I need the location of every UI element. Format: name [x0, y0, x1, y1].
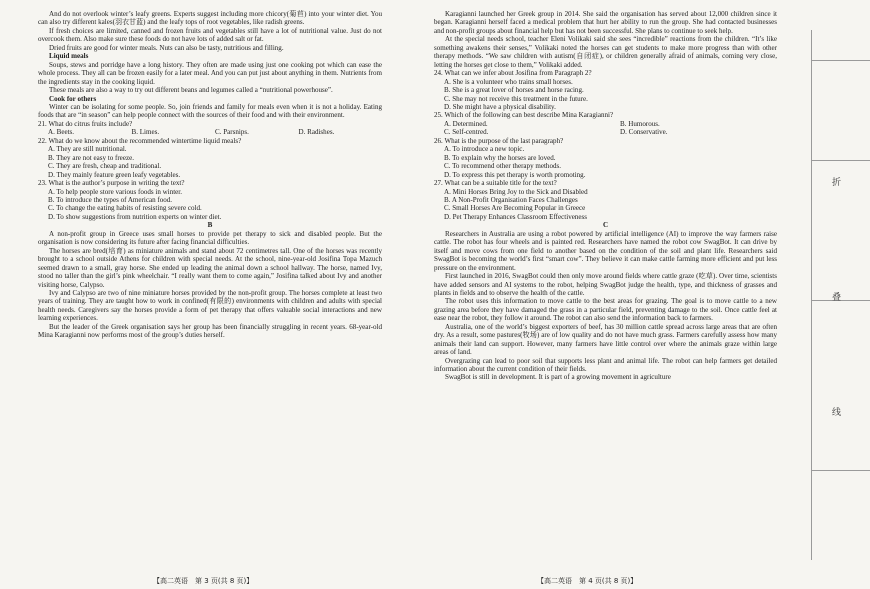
paragraph: First launched in 2016, SwagBot could then only move around fields where cattle graze (吃草). Over time, scientists have added sensors and AI systems to the robot, helping SwagBot judge the health, type, and thickness of grasses and plants in fields and to observe the health of the cattle.: [434, 272, 777, 297]
right-column: [434, 10, 777, 382]
answer-option: B. Humorous.: [620, 119, 660, 128]
answer-option: B. Limes.: [131, 128, 160, 137]
answer-option: A. They are still nutritional.: [48, 145, 127, 154]
answer-option: C. Small Horses Are Becoming Popular in Greece: [444, 204, 586, 213]
answer-option: A. To help people store various foods in winter.: [48, 187, 183, 196]
paragraph: Karagianni launched her Greek group in 2014. She said the organisation has served about 12,000 children since it began. Karagianni herself faced a medical problem that hurt her ability to run the group. She had contacted businesses and non-profit groups about financial help but has not been successful. She plans to continue to seek help.: [434, 10, 777, 35]
answer-option: B. To explain why the horses are loved.: [444, 153, 556, 162]
answer-option: D. To express this pet therapy is worth promoting.: [444, 170, 586, 179]
question: 26. What is the purpose of the last paragraph?: [434, 136, 564, 145]
paragraph: Australia, one of the world’s biggest exporters of beef, has 30 million cattle spread across large areas that are often dry. As a result, some pastures(牧场) are of low quality and do not have much grass. Farmers carefully assess how many animals their land can support. However, many farmers have little control over where the animals graze within large areas of land.: [434, 322, 777, 357]
answer-option: C. To change the eating habits of resisting severe cold.: [48, 204, 202, 213]
paragraph: Winter can be isolating for some people. So, join friends and family for meals even when it is not a holiday. Eating foods that are “in season” can help people connect with the sources of their food and with their environment.: [38, 102, 382, 120]
answer-option: A. To introduce a new topic.: [444, 145, 525, 154]
fold-tick: [812, 470, 870, 471]
answer-option: C. She may not receive this treatment in the future.: [444, 94, 588, 103]
answer-option: D. To show suggestions from nutrition experts on winter diet.: [48, 212, 222, 221]
answer-options-row: [434, 128, 777, 136]
paragraph: If fresh choices are limited, canned and frozen fruits and vegetables still have a lot of nutritional value. Just do not overcook them. Also make sure these foods do not have lots of added salt or fat.: [38, 26, 382, 44]
paragraph: Overgrazing can lead to poor soil that supports less plant and animal life. The robot can help farmers get detailed information about the current condition of their fields.: [434, 356, 777, 374]
question: 21. What do citrus fruits include?: [38, 119, 133, 128]
section-heading: [38, 95, 382, 103]
question: 23. What is the author’s purpose in writing the text?: [38, 179, 185, 188]
left-column: [38, 10, 382, 340]
answer-option: C. They are fresh, cheap and traditional.: [48, 162, 162, 171]
answer-option: A. Mini Horses Bring Joy to the Sick and Disabled: [444, 187, 588, 196]
section-heading-text: Liquid meals: [49, 52, 89, 61]
paragraph: But the leader of the Greek organisation says her group has been financially struggling in recent years. 68-year-old Mina Karagianni now performs most of the group’s duties herself.: [38, 322, 382, 340]
fold-tick: [812, 60, 870, 61]
fold-line: [811, 30, 812, 560]
paragraph: The robot uses this information to move cattle to the best areas for grazing. The goal is to move cattle to a new grazing area before they have damaged the grass in a particular field, preventing damage to the soil. Once cattle feel at ease near the robot, they follow it around. The robot can also send the information back to farmers.: [434, 297, 777, 323]
answer-option: D. Radishes.: [298, 128, 335, 137]
paragraph: At the special needs school, teacher Eleni Volikaki said she sees “incredible” reactions from the children. “It’s like something awakens their senses,” Volikaki noted the horses can get students to make more progress than with other therapy methods. “We saw children with autism(自闭症), or children generally afraid of animals, coming very close, letting the horses get close to them,” Volikaki added.: [434, 35, 777, 69]
paragraph: Researchers in Australia are using a robot powered by artificial intelligence (AI) to improve the way farmers raise cattle. The robot has four wheels and is painted red. Researchers have named the robot cow SwagBot. It can drive by itself and move cows from one field to another based on the condition of the soil and plant life. Researchers said SwagBot is becoming the world’s first “smart cow”. They believe it can make cattle farming more efficient and put less pressure on the environment.: [434, 229, 777, 272]
fold-tick: [812, 160, 870, 161]
answer-option: D. Pet Therapy Enhances Classroom Effectiveness: [444, 212, 587, 221]
page-footer-left: 【高二英语 第 3 页(共 8 页)】: [153, 577, 254, 585]
passage-letter: C: [602, 221, 609, 230]
answer-option: B. She is a great lover of horses and horse racing.: [444, 86, 584, 95]
section-heading: [38, 52, 382, 60]
answer-option: C. To recommend other therapy methods.: [444, 162, 561, 171]
question: 24. What can we infer about Josifina from Paragraph 2?: [434, 69, 592, 78]
paragraph: SwagBot is still in development. It is part of a growing movement in agriculture: [445, 373, 671, 382]
margin-char: 线: [832, 408, 842, 418]
section-heading-text: Cook for others: [49, 94, 97, 103]
paragraph: And do not overlook winter’s leafy greens. Experts suggest including more chicory(菊苣) into your winter diet. You can also try different kales(羽衣甘蓝) and the leafy tops of root vegetables, like radish greens.: [38, 10, 382, 27]
margin-char: 折: [832, 178, 842, 188]
answer-option: D. She might have a physical disability.: [444, 102, 556, 111]
answer-option: B. A Non-Profit Organisation Faces Challenges: [444, 195, 578, 204]
answer-options-row: [38, 128, 382, 136]
passage-letter: B: [207, 221, 213, 230]
answer-option: A. Determined.: [444, 119, 488, 128]
paragraph: Soups, stews and porridge have a long history. They often are made using just one cooking pot which can ease the whole process. They all can be frozen easily for a later meal. And you can put just about anything in them. Nutrients from the ingredients stay in the cooking liquid.: [38, 60, 382, 86]
answer-option: B. To introduce the types of American food.: [48, 195, 173, 204]
paragraph: Dried fruits are good for winter meals. Nuts can also be tasty, nutritious and filling.: [49, 43, 284, 52]
page-footer-right: 【高二英语 第 4 页(共 8 页)】: [537, 577, 638, 585]
answer-option: C. Parsnips.: [215, 128, 249, 137]
answer-option: B. They are not easy to freeze.: [48, 153, 134, 162]
paragraph: The horses are bred(培育) as miniature animals and stand about 72 centimetres tall. One of the horses was recently brought to a school outside Athens for children with special needs. At the school, nine-year-old Josifina Topa Mazuch seemed drawn to a small, gray horse. She ended up leading the animal down a school hallway. The horse, named Ivy, stood no taller than the girl’s pink wheelchair. “I really want them to come again,” Josifina talked about Ivy and another visiting horse, Calypso.: [38, 246, 382, 289]
paragraph: A non-profit group in Greece uses small horses to provide pet therapy to sick and disabled people. But the organisation is now considering its future after facing financial difficulties.: [38, 229, 382, 247]
question: 25. Which of the following can best describe Mina Karagianni?: [434, 111, 614, 120]
answer-option: D. Conservative.: [620, 128, 668, 137]
question: 27. What can be a suitable title for the text?: [434, 179, 557, 188]
answer-options-row: [434, 120, 777, 128]
paragraph: Ivy and Calypso are two of nine miniature horses provided by the non-profit group. The horses complete at least two years of training. They are taught how to work in confined(有限的) environments with children and adults with special health needs. Caregivers say the horses provide a form of pet therapy that offers valuable social interactions and new learning experiences.: [38, 288, 382, 323]
answer-option: C. Self-centred.: [444, 128, 489, 137]
paragraph: These meals are also a way to try out different beans and legumes called a “nutritional powerhouse”.: [49, 86, 333, 95]
answer-option: A. She is a volunteer who trains small horses.: [444, 77, 573, 86]
margin-char: 叠: [832, 293, 842, 303]
answer-option: A. Beets.: [48, 128, 75, 137]
question: 22. What do we know about the recommended wintertime liquid meals?: [38, 136, 242, 145]
answer-option: D. They mainly feature green leafy vegetables.: [48, 170, 181, 179]
